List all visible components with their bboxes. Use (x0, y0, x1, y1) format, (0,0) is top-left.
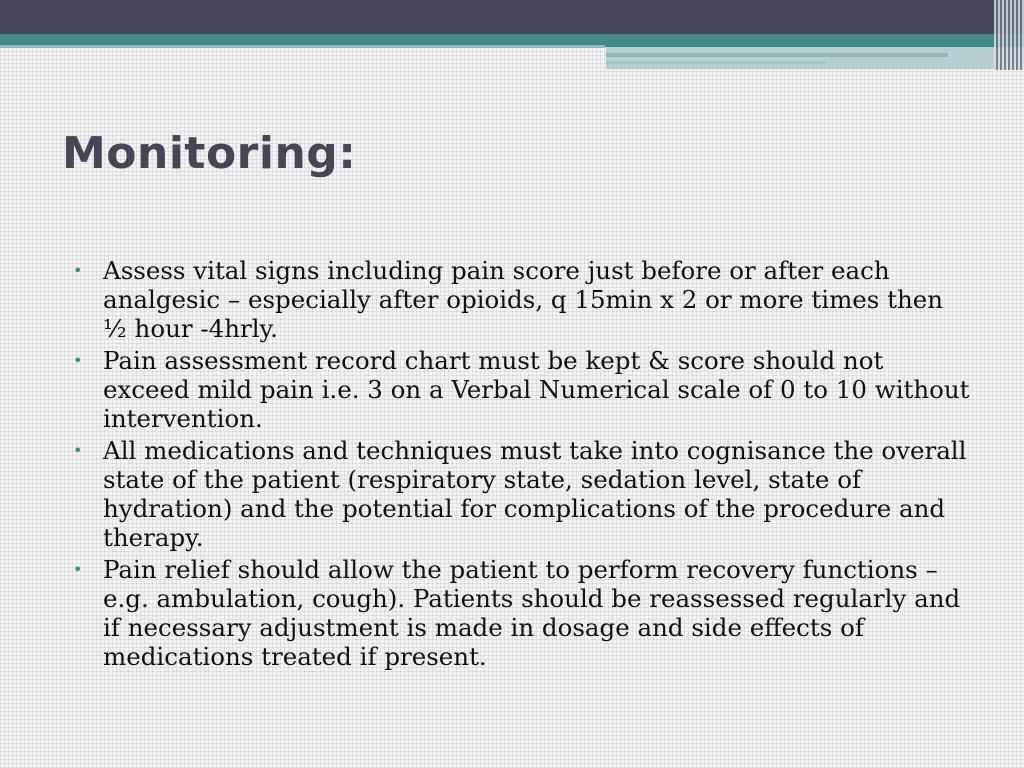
bullet-text: Pain assessment record chart must be kept & score should not exceed mild pain i.e. 3 on a Verbal Numerical scale of 0 to 10 without intervention. (103, 346, 970, 433)
slide-title: Monitoring: (62, 128, 357, 179)
bullet-text: Pain relief should allow the patient to perform recovery functions – e.g. ambulation, cough). Patients should be reassessed regularly and if necessary adjustment is made in dosage and side effects of medications treated if present. (103, 555, 961, 671)
header-accent-strip (606, 47, 1024, 69)
bullet-item (70, 256, 970, 343)
decorative-stripes (994, 0, 1024, 70)
header-accent-line (0, 45, 605, 48)
bullet-icon: • (73, 441, 83, 460)
bullet-icon: • (73, 351, 83, 370)
bullet-icon: • (73, 560, 83, 579)
bullet-text: Assess vital signs including pain score just before or after each analgesic – especially after opioids, q 15min x 2 or more times then ½ hour -4hrly. (103, 256, 944, 343)
header-accent-strip-line (606, 53, 948, 57)
bullet-item (70, 436, 970, 552)
bullet-text: All medications and techniques must take into cognisance the overall state of the patient (respiratory state, sedation level, state of hydration) and the potential for complications of the procedure and therapy. (103, 436, 967, 552)
header-bar (0, 0, 1024, 34)
bullet-list (70, 256, 970, 674)
bullet-item (70, 346, 970, 433)
header-accent-strip-line-2 (606, 61, 826, 64)
bullet-item (70, 555, 970, 671)
bullet-icon: • (73, 261, 83, 280)
